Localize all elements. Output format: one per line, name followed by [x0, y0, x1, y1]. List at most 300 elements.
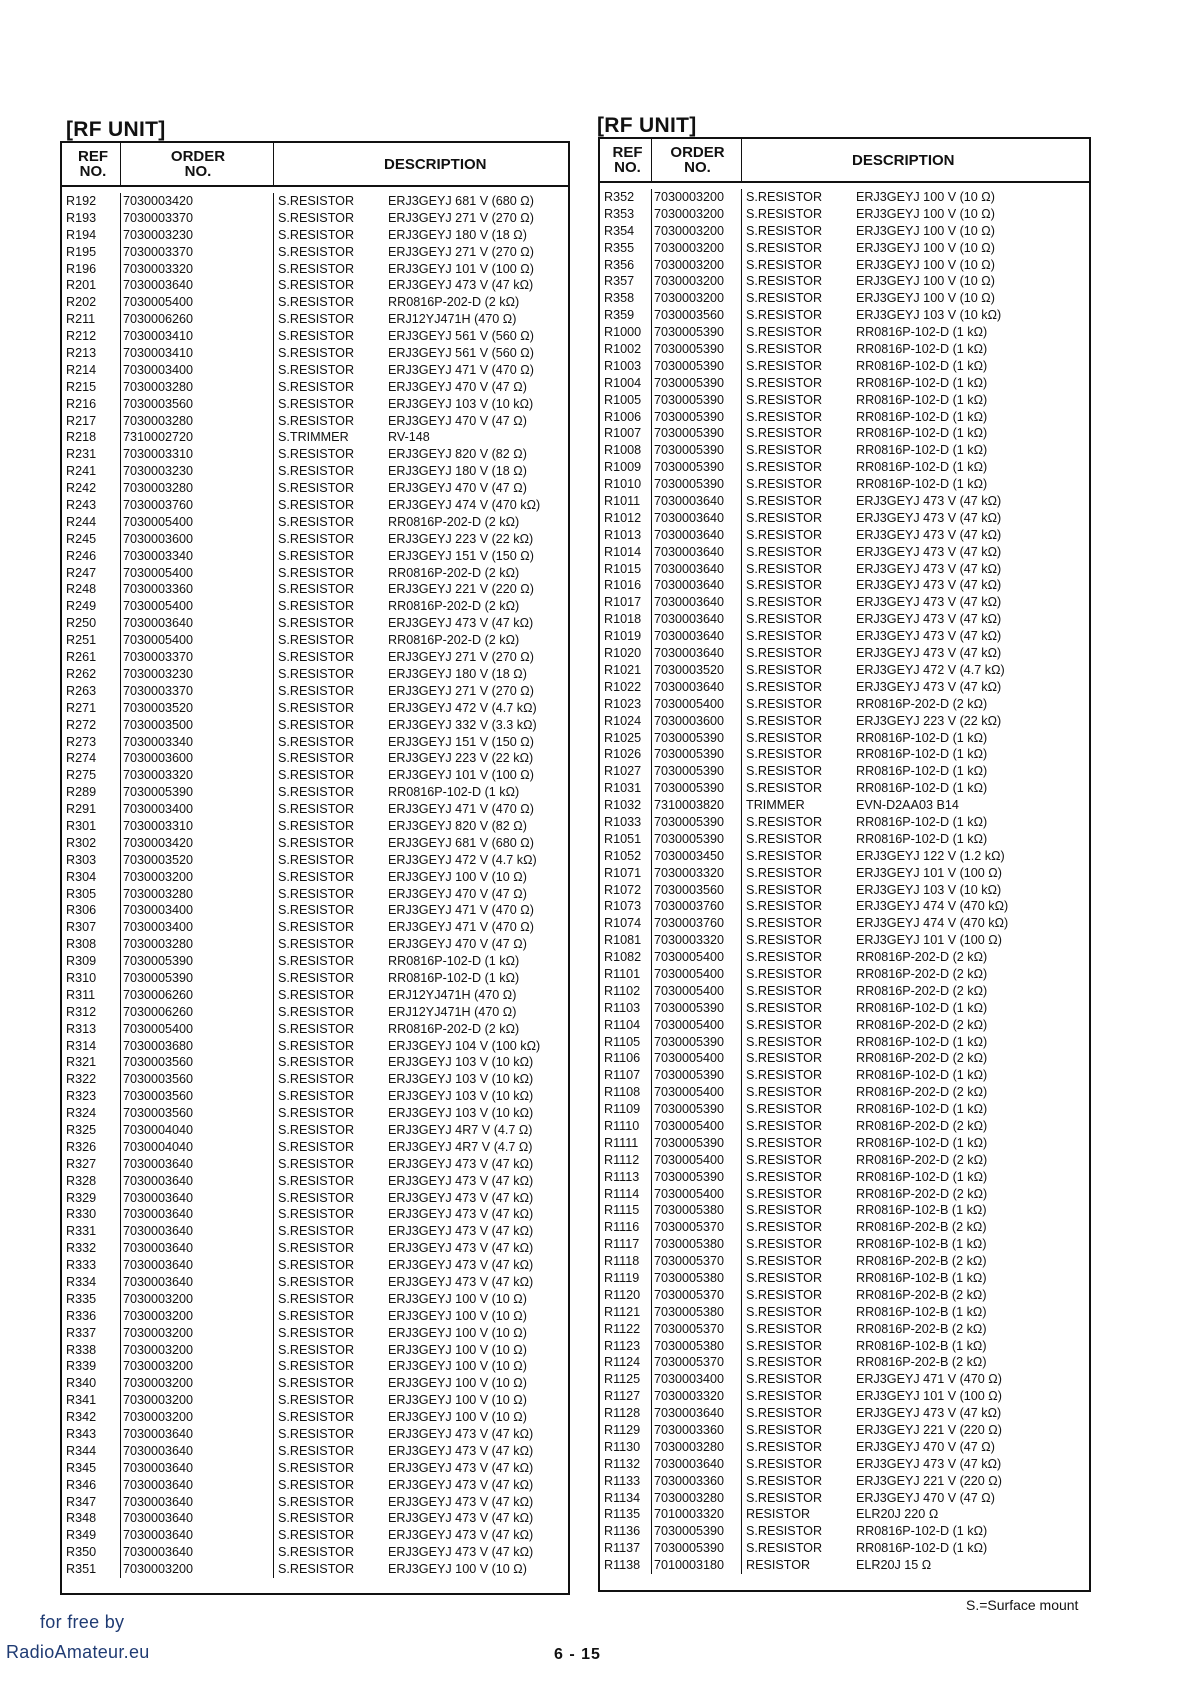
- order-no-cell: 7030003200: [652, 189, 742, 206]
- part-type-cell: S.RESISTOR: [278, 1393, 355, 1408]
- ref-no-cell: R333: [62, 1257, 121, 1274]
- part-number-cell: RR0816P-202-D (2 kΩ): [856, 966, 988, 981]
- part-type-cell: S.RESISTOR: [278, 346, 355, 361]
- part-number-cell: RR0816P-202-D (2 kΩ): [388, 514, 520, 529]
- table-row: [62, 1477, 568, 1494]
- order-no-cell: 7030005390: [652, 763, 742, 780]
- table-row: [600, 1523, 1089, 1540]
- ref-no-cell: R263: [62, 683, 121, 700]
- order-no-cell: 7030003640: [121, 1443, 274, 1460]
- ref-no-cell: R1026: [600, 746, 652, 763]
- ref-no-cell: R306: [62, 902, 121, 919]
- part-type-cell: S.RESISTOR: [278, 278, 355, 293]
- order-no-cell: 7030003450: [652, 848, 742, 865]
- watermark-line2: RadioAmateur.eu: [6, 1642, 150, 1662]
- ref-no-header: REF NO.: [600, 139, 652, 181]
- order-no-cell: 7030005400: [121, 294, 274, 311]
- ref-no-cell: R323: [62, 1088, 121, 1105]
- ref-no-cell: R1109: [600, 1101, 652, 1118]
- part-type-cell: S.RESISTOR: [746, 983, 823, 998]
- part-number-cell: ERJ3GEYJ 470 V (47 Ω): [388, 886, 527, 901]
- ref-no-cell: R242: [62, 480, 121, 497]
- part-type-cell: S.RESISTOR: [278, 565, 355, 580]
- order-no-cell: 7030003200: [121, 1291, 274, 1308]
- table-row: [600, 1017, 1089, 1034]
- part-type-cell: S.RESISTOR: [278, 633, 355, 648]
- ref-no-cell: R321: [62, 1054, 121, 1071]
- part-type-cell: S.RESISTOR: [278, 1410, 355, 1425]
- table-row: [600, 1253, 1089, 1270]
- part-type-cell: S.RESISTOR: [278, 481, 355, 496]
- order-no-cell: 7030005400: [121, 632, 274, 649]
- table-row: [62, 1257, 568, 1274]
- part-number-cell: ERJ3GEYJ 100 V (10 Ω): [856, 240, 995, 255]
- part-number-cell: ERJ3GEYJ 103 V (10 kΩ): [388, 1106, 534, 1121]
- part-type-cell: S.RESISTOR: [746, 190, 823, 204]
- part-type-cell: S.RESISTOR: [746, 223, 823, 238]
- part-number-cell: RR0816P-102-D (1 kΩ): [856, 1102, 988, 1117]
- part-type-cell: S.RESISTOR: [278, 700, 355, 715]
- ref-no-cell: R1011: [600, 493, 652, 510]
- order-no-cell: 7030003560: [121, 1105, 274, 1122]
- part-number-cell: ERJ3GEYJ 100 V (10 Ω): [856, 291, 995, 306]
- part-type-cell: S.RESISTOR: [746, 274, 823, 289]
- table-row: [62, 1223, 568, 1240]
- order-no-cell: 7030003200: [121, 1308, 274, 1325]
- ref-no-cell: R1108: [600, 1084, 652, 1101]
- ref-no-cell: R1124: [600, 1354, 652, 1371]
- table-row: [62, 1054, 568, 1071]
- table-row: [62, 784, 568, 801]
- table-row: [62, 1240, 568, 1257]
- table-row: [600, 882, 1089, 899]
- order-no-cell: 7030003640: [121, 1190, 274, 1207]
- part-type-cell: S.RESISTOR: [278, 1224, 355, 1239]
- table-row: [600, 1050, 1089, 1067]
- part-type-cell: S.RESISTOR: [278, 1021, 355, 1036]
- ref-no-cell: R344: [62, 1443, 121, 1460]
- part-number-cell: ERJ3GEYJ 473 V (47 kΩ): [388, 1494, 534, 1509]
- right-unit-title: [RF UNIT]: [597, 114, 697, 137]
- order-no-cell: 7030003520: [652, 662, 742, 679]
- order-no-cell: 7030003640: [121, 1544, 274, 1561]
- order-no-cell: 7030004040: [121, 1139, 274, 1156]
- ref-no-cell: R349: [62, 1527, 121, 1544]
- part-number-cell: ERJ12YJ471H (470 Ω): [388, 987, 517, 1002]
- part-number-cell: ERJ3GEYJ 101 V (100 Ω): [856, 1389, 1002, 1404]
- part-type-cell: S.RESISTOR: [746, 1389, 823, 1404]
- ref-no-cell: R211: [62, 311, 121, 328]
- order-no-cell: 7030003640: [121, 1494, 274, 1511]
- order-no-cell: 7030003200: [121, 1409, 274, 1426]
- part-number-cell: RR0816P-202-B (2 kΩ): [856, 1220, 987, 1235]
- ref-no-cell: R1134: [600, 1490, 652, 1507]
- part-number-cell: ERJ3GEYJ 103 V (10 kΩ): [856, 308, 1002, 323]
- part-type-cell: RESISTOR: [746, 1558, 811, 1573]
- part-type-cell: S.RESISTOR: [746, 1186, 823, 1201]
- table-row: [600, 915, 1089, 932]
- ref-no-cell: R1119: [600, 1270, 652, 1287]
- part-type-cell: S.RESISTOR: [746, 375, 823, 390]
- part-number-cell: ERJ3GEYJ 103 V (10 kΩ): [388, 1089, 534, 1104]
- part-type-cell: S.RESISTOR: [746, 1220, 823, 1235]
- part-type-cell: S.RESISTOR: [278, 987, 355, 1002]
- part-type-cell: S.RESISTOR: [746, 1321, 823, 1336]
- ref-no-cell: R348: [62, 1510, 121, 1527]
- part-type-cell: S.RESISTOR: [746, 578, 823, 593]
- part-number-cell: RR0816P-202-D (2 kΩ): [388, 565, 520, 580]
- order-no-cell: 7030003320: [652, 1388, 742, 1405]
- table-row: [62, 244, 568, 261]
- table-row: [62, 1510, 568, 1527]
- ref-no-cell: R1051: [600, 831, 652, 848]
- part-number-cell: ERJ3GEYJ 473 V (47 kΩ): [388, 1190, 534, 1205]
- part-number-cell: ERJ3GEYJ 470 V (47 Ω): [388, 379, 527, 394]
- table-row: [600, 1321, 1089, 1338]
- table-row: [62, 919, 568, 936]
- part-number-cell: ERJ3GEYJ 101 V (100 Ω): [388, 768, 534, 783]
- order-no-cell: 7030005390: [652, 831, 742, 848]
- order-no-cell: 7030005400: [121, 514, 274, 531]
- part-type-cell: S.RESISTOR: [278, 683, 355, 698]
- part-number-cell: ERJ3GEYJ 473 V (47 kΩ): [856, 1456, 1002, 1471]
- part-type-cell: S.RESISTOR: [746, 814, 823, 829]
- ref-no-cell: R1105: [600, 1034, 652, 1051]
- part-type-cell: S.RESISTOR: [746, 747, 823, 762]
- table-row: [62, 1460, 568, 1477]
- ref-no-cell: R353: [600, 206, 652, 223]
- part-type-cell: S.RESISTOR: [746, 1051, 823, 1066]
- table-row: [62, 1088, 568, 1105]
- part-number-cell: ERJ3GEYJ 100 V (10 Ω): [856, 223, 995, 238]
- ref-no-cell: R312: [62, 1004, 121, 1021]
- order-no-cell: 7030005380: [652, 1338, 742, 1355]
- part-type-cell: S.RESISTOR: [746, 1152, 823, 1167]
- order-no-cell: 7030003760: [652, 898, 742, 915]
- order-no-cell: 7030003280: [652, 1490, 742, 1507]
- order-no-cell: 7030003200: [652, 257, 742, 274]
- table-row: [600, 493, 1089, 510]
- part-number-cell: ERJ3GEYJ 473 V (47 kΩ): [856, 544, 1002, 559]
- ref-no-cell: R328: [62, 1173, 121, 1190]
- ref-no-cell: R1005: [600, 392, 652, 409]
- ref-no-cell: R302: [62, 835, 121, 852]
- part-type-cell: S.RESISTOR: [746, 426, 823, 441]
- ref-no-cell: R1013: [600, 527, 652, 544]
- part-type-cell: S.RESISTOR: [746, 1355, 823, 1370]
- part-type-cell: S.RESISTOR: [746, 1034, 823, 1049]
- part-number-cell: RR0816P-102-B (1 kΩ): [856, 1338, 987, 1353]
- table-row: [600, 797, 1089, 814]
- table-row: [600, 1287, 1089, 1304]
- part-type-cell: S.RESISTOR: [278, 1545, 355, 1560]
- table-row: [600, 442, 1089, 459]
- ref-no-cell: R334: [62, 1274, 121, 1291]
- order-no-cell: 7030003230: [121, 463, 274, 480]
- table-row: [62, 1375, 568, 1392]
- part-type-cell: S.RESISTOR: [278, 1173, 355, 1188]
- part-type-cell: S.RESISTOR: [278, 1528, 355, 1543]
- table-row: [600, 341, 1089, 358]
- table-row: [600, 1067, 1089, 1084]
- ref-no-cell: R330: [62, 1206, 121, 1223]
- ref-no-cell: R338: [62, 1342, 121, 1359]
- ref-no-cell: R324: [62, 1105, 121, 1122]
- table-row: [62, 953, 568, 970]
- table-row: [62, 750, 568, 767]
- order-no-cell: 7030005390: [652, 425, 742, 442]
- part-type-cell: S.RESISTOR: [746, 561, 823, 576]
- ref-no-cell: R1103: [600, 1000, 652, 1017]
- part-type-cell: S.RESISTOR: [278, 1427, 355, 1442]
- part-type-cell: S.RESISTOR: [746, 1203, 823, 1218]
- ref-no-cell: R1121: [600, 1304, 652, 1321]
- part-type-cell: S.RESISTOR: [278, 514, 355, 529]
- table-row: [62, 1139, 568, 1156]
- part-type-cell: S.RESISTOR: [278, 1207, 355, 1222]
- order-no-cell: 7030005390: [652, 1067, 742, 1084]
- ref-no-cell: R1052: [600, 848, 652, 865]
- part-type-cell: S.RESISTOR: [278, 1072, 355, 1087]
- order-no-cell: 7030003320: [121, 767, 274, 784]
- ref-no-cell: R262: [62, 666, 121, 683]
- ref-no-cell: R1107: [600, 1067, 652, 1084]
- table-row: [600, 1439, 1089, 1456]
- table-row: [600, 561, 1089, 578]
- order-no-cell: 7030003560: [121, 1071, 274, 1088]
- part-type-cell: S.RESISTOR: [746, 1169, 823, 1184]
- table-row: [600, 594, 1089, 611]
- part-type-cell: S.RESISTOR: [746, 342, 823, 357]
- part-type-cell: S.RESISTOR: [278, 751, 355, 766]
- table-row: [62, 565, 568, 582]
- table-row: [600, 1405, 1089, 1422]
- ref-no-cell: R243: [62, 497, 121, 514]
- ref-no-cell: R1019: [600, 628, 652, 645]
- part-type-cell: S.RESISTOR: [746, 477, 823, 492]
- part-type-cell: S.RESISTOR: [746, 882, 823, 897]
- ref-no-cell: R1129: [600, 1422, 652, 1439]
- ref-no-cell: R350: [62, 1544, 121, 1561]
- table-row: [62, 413, 568, 430]
- part-type-cell: S.RESISTOR: [746, 612, 823, 627]
- part-type-cell: S.RESISTOR: [278, 734, 355, 749]
- table-row: [62, 1426, 568, 1443]
- table-row: [600, 814, 1089, 831]
- part-number-cell: ERJ3GEYJ 470 V (47 Ω): [856, 1490, 995, 1505]
- ref-no-cell: R325: [62, 1122, 121, 1139]
- part-type-cell: S.RESISTOR: [278, 548, 355, 563]
- ref-no-cell: R213: [62, 345, 121, 362]
- order-no-cell: 7030003200: [121, 1392, 274, 1409]
- ref-no-cell: R1020: [600, 645, 652, 662]
- part-number-cell: RR0816P-102-D (1 kΩ): [856, 460, 988, 475]
- ref-no-cell: R216: [62, 396, 121, 413]
- order-no-cell: 7310003820: [652, 797, 742, 814]
- part-number-cell: RR0816P-102-D (1 kΩ): [856, 409, 988, 424]
- part-number-cell: RR0816P-102-D (1 kΩ): [856, 747, 988, 762]
- part-number-cell: ERJ3GEYJ 100 V (10 Ω): [388, 1308, 527, 1323]
- part-type-cell: S.RESISTOR: [278, 1258, 355, 1273]
- order-no-cell: 7030003200: [652, 240, 742, 257]
- order-no-cell: 7030003520: [121, 700, 274, 717]
- part-number-cell: RR0816P-202-D (2 kΩ): [856, 983, 988, 998]
- part-number-cell: ERJ3GEYJ 472 V (4.7 kΩ): [856, 662, 1005, 677]
- part-number-cell: ERJ3GEYJ 470 V (47 Ω): [856, 1439, 995, 1454]
- table-row: [62, 514, 568, 531]
- order-no-cell: 7030005390: [121, 953, 274, 970]
- table-row: [62, 970, 568, 987]
- order-no-cell: 7030005390: [652, 1034, 742, 1051]
- part-type-cell: S.RESISTOR: [278, 1562, 355, 1577]
- order-no-cell: 7030003500: [121, 717, 274, 734]
- part-type-cell: S.RESISTOR: [746, 1456, 823, 1471]
- part-number-cell: ERJ3GEYJ 471 V (470 Ω): [388, 362, 534, 377]
- part-number-cell: RR0816P-102-D (1 kΩ): [388, 785, 520, 800]
- ref-no-cell: R301: [62, 818, 121, 835]
- part-number-cell: ERJ3GEYJ 473 V (47 kΩ): [388, 1224, 534, 1239]
- ref-no-cell: R1120: [600, 1287, 652, 1304]
- table-row: [600, 290, 1089, 307]
- order-no-cell: 7030003640: [121, 277, 274, 294]
- table-row: [62, 1122, 568, 1139]
- order-no-cell: 7030003420: [121, 835, 274, 852]
- part-number-cell: RR0816P-202-B (2 kΩ): [856, 1355, 987, 1370]
- order-no-cell: 7030003640: [121, 1527, 274, 1544]
- ref-no-cell: R214: [62, 362, 121, 379]
- order-no-cell: 7030003640: [121, 1240, 274, 1257]
- part-type-cell: S.RESISTOR: [278, 1004, 355, 1019]
- order-no-cell: 7030005370: [652, 1287, 742, 1304]
- table-row: [600, 679, 1089, 696]
- table-row: [600, 1490, 1089, 1507]
- ref-no-cell: R1014: [600, 544, 652, 561]
- table-row: [62, 1325, 568, 1342]
- table-row: [600, 1118, 1089, 1135]
- ref-no-cell: R309: [62, 953, 121, 970]
- part-type-cell: S.RESISTOR: [278, 852, 355, 867]
- part-number-cell: ERJ3GEYJ 473 V (47 kΩ): [388, 616, 534, 631]
- part-type-cell: S.RESISTOR: [278, 498, 355, 513]
- order-no-cell: 7030006260: [121, 1004, 274, 1021]
- ref-no-cell: R1138: [600, 1557, 652, 1574]
- table-row: [600, 409, 1089, 426]
- part-type-cell: S.RESISTOR: [746, 1338, 823, 1353]
- ref-no-cell: R357: [600, 273, 652, 290]
- part-number-cell: ERJ3GEYJ 101 V (100 Ω): [388, 261, 534, 276]
- order-no-cell: 7030006260: [121, 311, 274, 328]
- part-type-cell: S.RESISTOR: [278, 650, 355, 665]
- order-no-cell: 7030005390: [652, 1000, 742, 1017]
- table-row: [600, 307, 1089, 324]
- part-number-cell: RR0816P-102-D (1 kΩ): [856, 443, 988, 458]
- part-type-cell: S.RESISTOR: [278, 1376, 355, 1391]
- table-row: [600, 898, 1089, 915]
- ref-no-cell: R1137: [600, 1540, 652, 1557]
- part-type-cell: S.RESISTOR: [746, 510, 823, 525]
- part-number-cell: ERJ3GEYJ 221 V (220 Ω): [856, 1423, 1002, 1438]
- order-no-cell: 7030003400: [121, 801, 274, 818]
- part-number-cell: RR0816P-102-D (1 kΩ): [856, 477, 988, 492]
- ref-no-cell: R202: [62, 294, 121, 311]
- ref-no-cell: R1102: [600, 983, 652, 1000]
- part-type-cell: S.RESISTOR: [278, 886, 355, 901]
- part-number-cell: ERJ3GEYJ 100 V (10 Ω): [388, 869, 527, 884]
- part-number-cell: ERJ3GEYJ 100 V (10 Ω): [388, 1325, 527, 1340]
- part-number-cell: ERJ3GEYJ 473 V (47 kΩ): [388, 1275, 534, 1289]
- ref-no-cell: R1015: [600, 561, 652, 578]
- order-no-cell: 7030003640: [121, 1426, 274, 1443]
- table-row: [62, 277, 568, 294]
- part-number-cell: RR0816P-202-D (2 kΩ): [856, 950, 988, 965]
- order-no-cell: 7030003310: [121, 446, 274, 463]
- order-no-cell: 7030005390: [652, 358, 742, 375]
- table-row: [62, 379, 568, 396]
- part-type-cell: S.RESISTOR: [746, 1254, 823, 1269]
- ref-no-cell: R1006: [600, 409, 652, 426]
- table-row: [62, 666, 568, 683]
- part-type-cell: S.RESISTOR: [746, 206, 823, 221]
- ref-no-cell: R332: [62, 1240, 121, 1257]
- part-type-cell: S.RESISTOR: [746, 916, 823, 931]
- table-row: [600, 949, 1089, 966]
- ref-no-cell: R251: [62, 632, 121, 649]
- part-number-cell: ERJ3GEYJ 474 V (470 kΩ): [856, 899, 1009, 914]
- part-type-cell: S.RESISTOR: [746, 325, 823, 340]
- ref-no-cell: R313: [62, 1021, 121, 1038]
- part-number-cell: ERJ3GEYJ 151 V (150 Ω): [388, 548, 534, 563]
- order-no-cell: 7030003640: [121, 1206, 274, 1223]
- table-row: [62, 345, 568, 362]
- order-no-cell: 7030003560: [121, 1054, 274, 1071]
- part-number-cell: ERJ3GEYJ 122 V (1.2 kΩ): [856, 848, 1005, 863]
- ref-no-cell: R1133: [600, 1473, 652, 1490]
- part-number-cell: ERJ3GEYJ 473 V (47 kΩ): [856, 612, 1002, 627]
- order-no-cell: 7030005380: [652, 1270, 742, 1287]
- order-no-cell: 7010003180: [652, 1557, 742, 1574]
- part-type-cell: S.RESISTOR: [278, 1342, 355, 1357]
- ref-no-cell: R195: [62, 244, 121, 261]
- part-number-cell: ERJ3GEYJ 223 V (22 kΩ): [388, 751, 534, 766]
- table-row: [600, 1456, 1089, 1473]
- part-number-cell: ERJ3GEYJ 271 V (270 Ω): [388, 650, 534, 665]
- order-no-cell: 7030003280: [121, 936, 274, 953]
- part-type-cell: S.RESISTOR: [278, 1477, 355, 1492]
- table-row: [62, 1342, 568, 1359]
- part-number-cell: ERJ3GEYJ 473 V (47 kΩ): [856, 629, 1002, 644]
- part-number-cell: ERJ3GEYJ 221 V (220 Ω): [388, 582, 534, 597]
- part-type-cell: S.RESISTOR: [278, 1241, 355, 1256]
- part-number-cell: ELR20J 15 Ω: [856, 1558, 932, 1573]
- table-row: [600, 1101, 1089, 1118]
- order-no-cell: 7030005390: [652, 341, 742, 358]
- table-row: [62, 1544, 568, 1561]
- part-type-cell: S.RESISTOR: [746, 240, 823, 255]
- part-type-cell: S.RESISTOR: [278, 1494, 355, 1509]
- ref-no-cell: R218: [62, 429, 121, 446]
- table-row: [62, 801, 568, 818]
- part-number-cell: ERJ3GEYJ 474 V (470 kΩ): [856, 916, 1009, 931]
- part-number-cell: ERJ3GEYJ 103 V (10 kΩ): [856, 882, 1002, 897]
- part-type-cell: S.RESISTOR: [278, 531, 355, 546]
- part-type-cell: S.RESISTOR: [278, 616, 355, 631]
- table-row: [62, 1071, 568, 1088]
- part-number-cell: ERJ3GEYJ 473 V (47 kΩ): [388, 1460, 534, 1475]
- order-no-header: ORDER NO.: [121, 143, 274, 185]
- order-no-header: ORDER NO.: [652, 139, 742, 181]
- part-type-cell: S.RESISTOR: [746, 1000, 823, 1015]
- part-type-cell: S.RESISTOR: [278, 295, 355, 310]
